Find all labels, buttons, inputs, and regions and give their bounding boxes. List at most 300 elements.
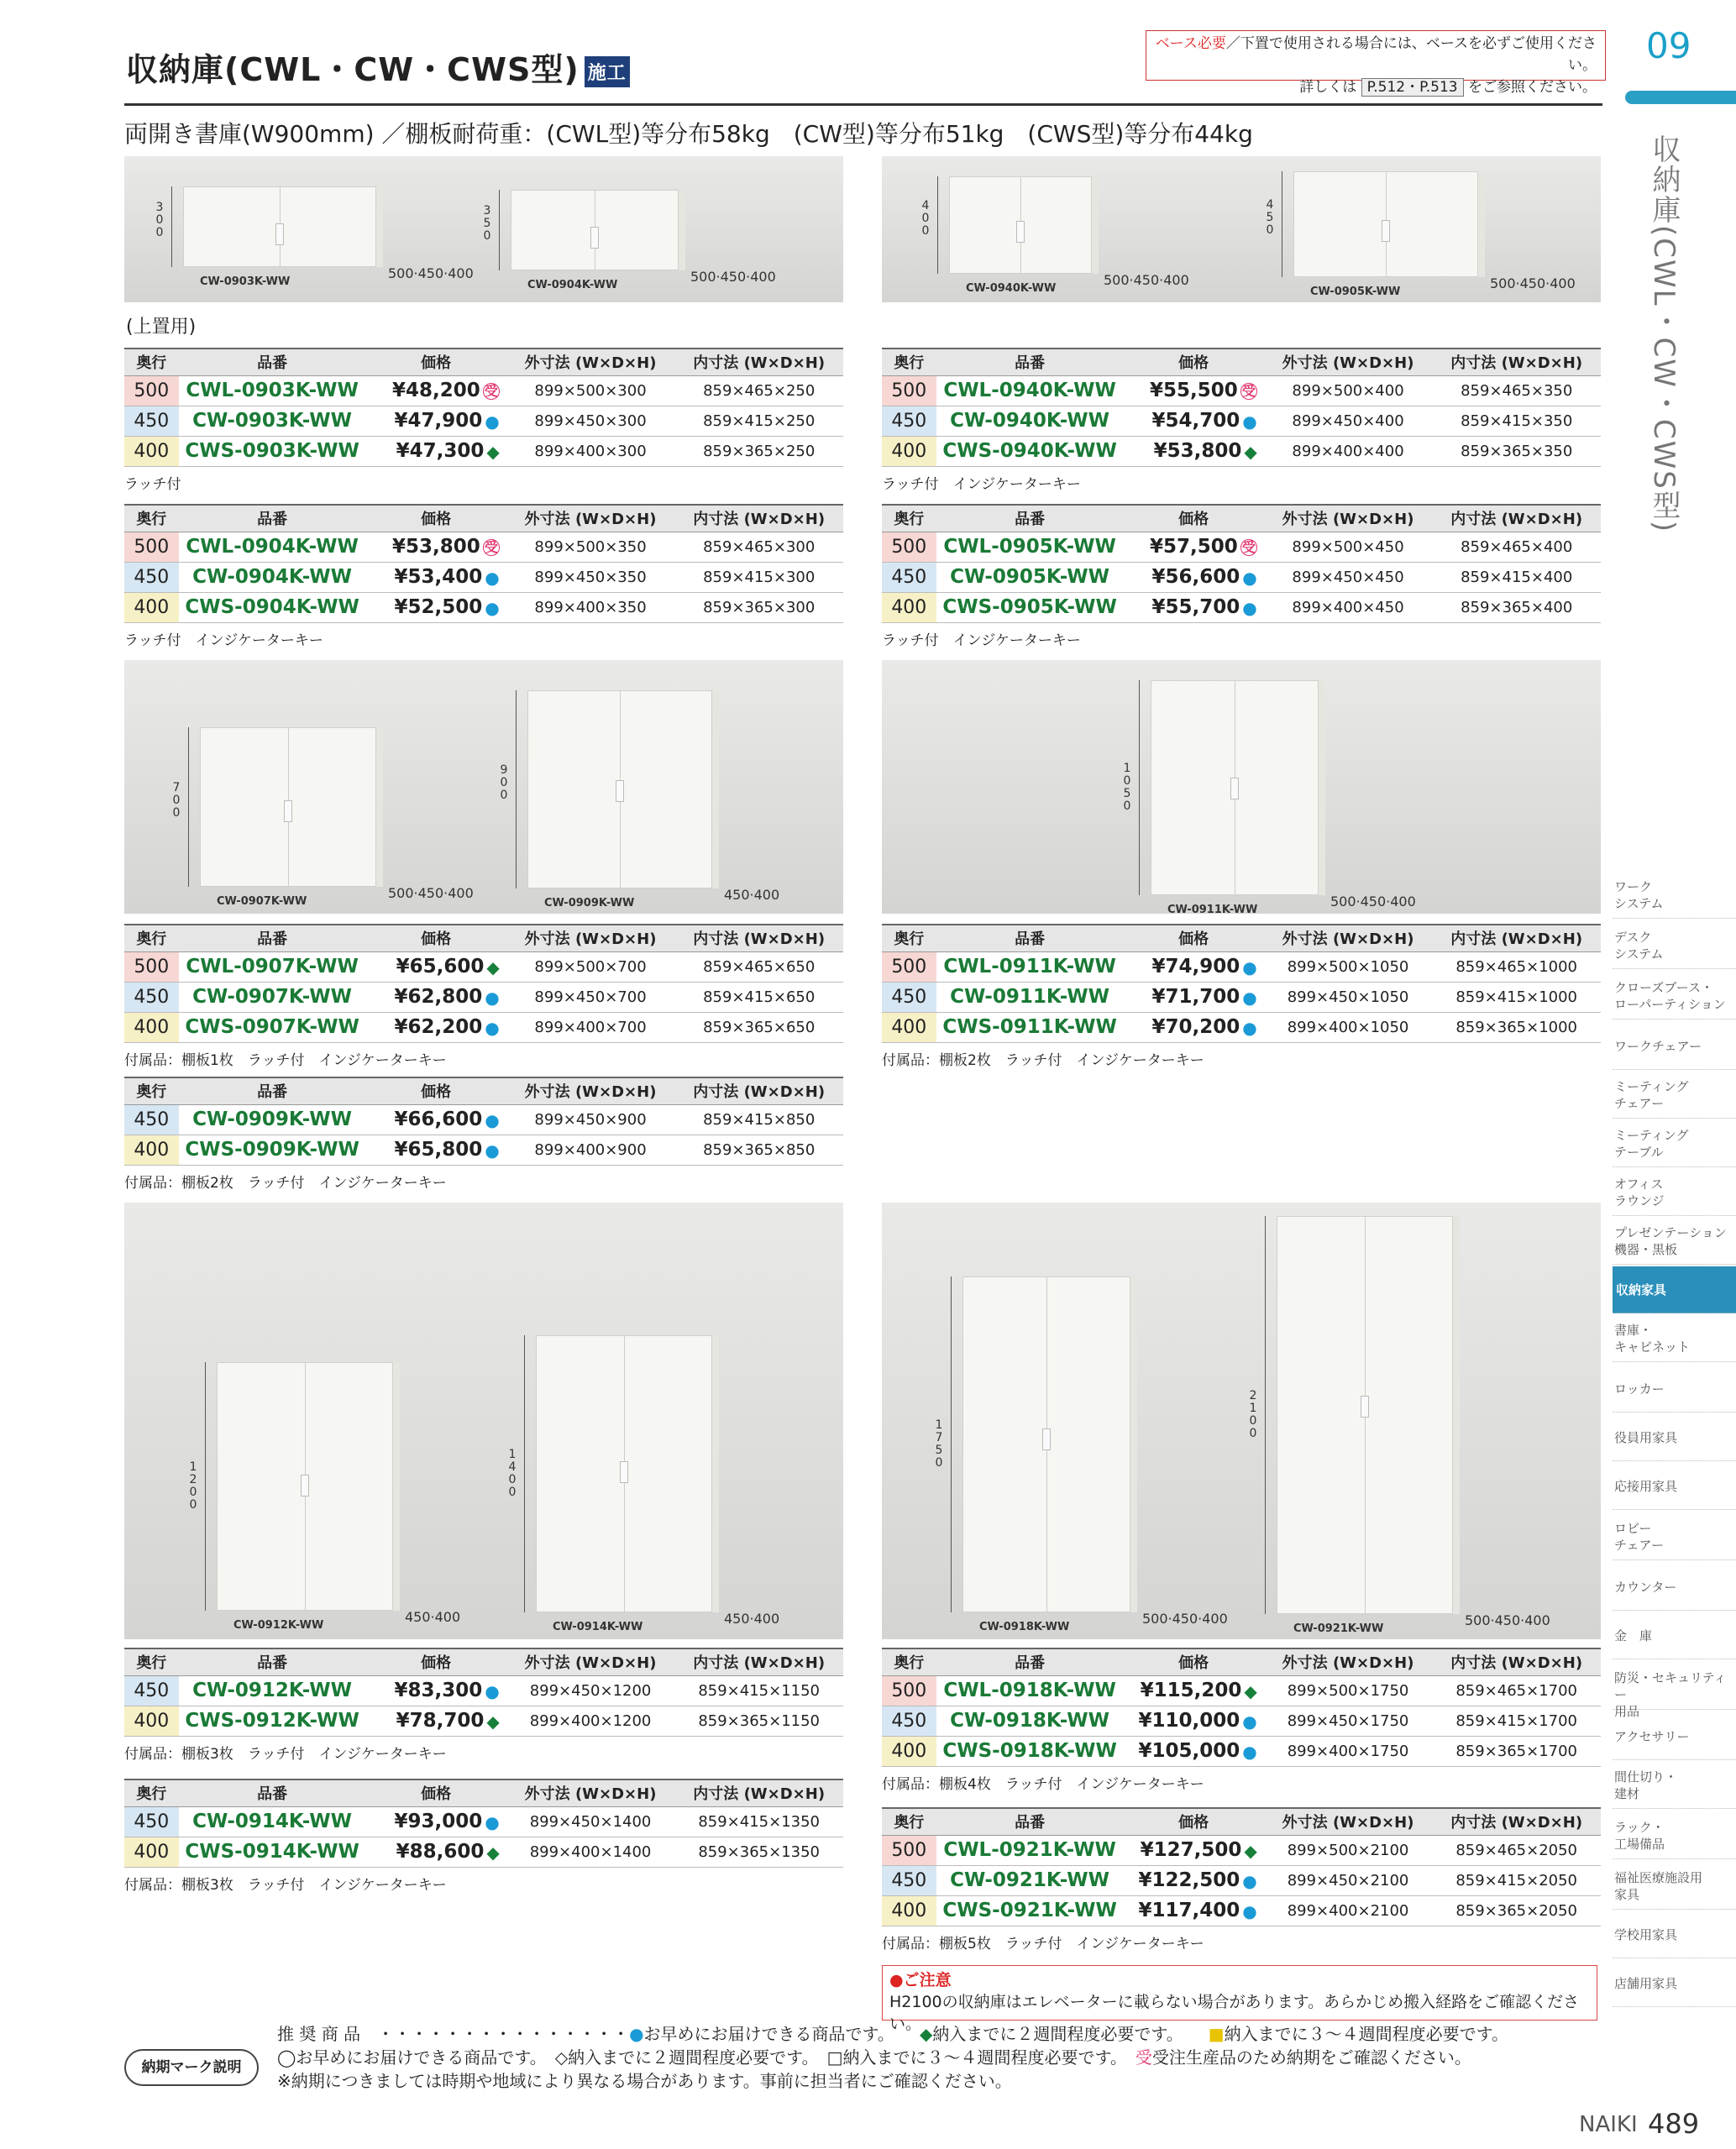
table-row — [882, 592, 1601, 622]
price: ¥56,600 — [1151, 566, 1240, 588]
inner-dimension: 859×365×850 — [674, 1135, 843, 1165]
sidebar-item[interactable]: 役員用家具 — [1613, 1414, 1736, 1461]
column-header: 内寸法 (W×D×H) — [1432, 1808, 1601, 1835]
column-header: 価格 — [1124, 349, 1264, 375]
depth-cell: 500 — [882, 951, 936, 982]
cabinet-image — [183, 186, 376, 267]
product-photo — [124, 156, 843, 302]
product-photo — [882, 156, 1601, 302]
sidebar-item[interactable]: プレゼンテーション 機器・黒板 — [1613, 1218, 1736, 1265]
table-row — [124, 1135, 843, 1165]
column-header: 価格 — [1124, 1648, 1264, 1675]
diamond-mark-icon: ◆ — [1244, 441, 1257, 462]
outer-dimension: 899×400×1750 — [1264, 1736, 1433, 1766]
inner-dimension: 859×365×650 — [674, 1012, 843, 1042]
depth-cell: 400 — [882, 1012, 936, 1042]
column-header: 品番 — [179, 1779, 366, 1806]
product-number: CWL-0907K-WW — [179, 951, 366, 982]
depth-cell: 400 — [882, 1736, 936, 1766]
depth-cell: 450 — [124, 1104, 179, 1135]
depth-cell: 500 — [124, 951, 179, 982]
price-cell — [1124, 406, 1264, 436]
depth-cell: 500 — [882, 375, 936, 406]
height-label: 3 0 0 — [155, 201, 164, 239]
price-table — [124, 1779, 843, 1868]
sidebar-item[interactable]: 間仕切り・ 建材 — [1613, 1762, 1736, 1809]
price-table — [124, 1077, 843, 1166]
table-note: 付属品：棚板3枚 ラッチ付 インジケーターキー — [124, 1877, 447, 1894]
price: ¥74,900 — [1151, 956, 1240, 978]
diamond-mark-icon: ◆ — [1244, 1680, 1257, 1701]
column-header: 価格 — [366, 1779, 506, 1806]
sekou-badge: 施工 — [585, 56, 630, 87]
column-header: 価格 — [366, 1648, 506, 1675]
circle-mark-icon: ● — [1242, 1711, 1257, 1732]
product-number: CW-0904K-WW — [179, 562, 366, 592]
table-row — [882, 406, 1601, 436]
table-row — [124, 436, 843, 466]
height-dimension-line — [171, 186, 172, 267]
inner-dimension: 859×465×1700 — [1432, 1675, 1601, 1706]
column-header: 奥行 — [124, 1077, 179, 1104]
product-number: CW-0907K-WW — [179, 982, 366, 1012]
table-note: 付属品：棚板3枚 ラッチ付 インジケーターキー — [124, 1746, 447, 1763]
product-number: CWS-0904K-WW — [179, 592, 366, 622]
product-number: CWS-0907K-WW — [179, 1012, 366, 1042]
height-label: 9 0 0 — [500, 763, 508, 802]
inner-dimension: 859×415×1000 — [1432, 982, 1601, 1012]
depth-cell: 400 — [882, 592, 936, 622]
sidebar-item[interactable]: クローズブース・ ローパーティション — [1613, 972, 1736, 1019]
column-header: 内寸法 (W×D×H) — [674, 1077, 843, 1104]
subtitle: 両開き書庫(W900mm) ／棚板耐荷重：(CWL型)等分布58kg (CW型)等分布51kg (CWS型)等分布44kg — [124, 120, 1253, 148]
price-cell — [366, 406, 506, 436]
price: ¥88,600 — [396, 1841, 485, 1863]
outer-dimension: 899×500×450 — [1264, 532, 1433, 562]
outer-dimension: 899×450×400 — [1264, 406, 1433, 436]
product-number: CWS-0921K-WW — [936, 1895, 1124, 1926]
cabinet-image — [1151, 680, 1319, 895]
price: ¥71,700 — [1151, 986, 1240, 1008]
table-row — [124, 1706, 843, 1736]
product-number: CW-0905K-WW — [936, 562, 1124, 592]
price: ¥57,500 — [1149, 536, 1238, 558]
product-number: CWL-0918K-WW — [936, 1675, 1124, 1706]
column-header: 品番 — [936, 1808, 1124, 1835]
table-row — [882, 436, 1601, 466]
circle-mark-icon: ● — [1242, 411, 1257, 432]
price: ¥65,600 — [396, 956, 485, 978]
price-cell — [366, 1135, 506, 1165]
inner-dimension: 859×365×1700 — [1432, 1736, 1601, 1766]
price: ¥48,200 — [391, 380, 480, 401]
cabinet-image — [536, 1335, 712, 1612]
inner-dimension: 859×365×300 — [674, 592, 843, 622]
column-header: 内寸法 (W×D×H) — [674, 349, 843, 375]
depth-label: 500·450·400 — [1330, 894, 1416, 909]
price-cell — [1124, 1895, 1264, 1926]
depth-cell: 400 — [124, 1135, 179, 1165]
depth-label: 450·400 — [724, 887, 780, 903]
price-cell — [1124, 1012, 1264, 1042]
circle-mark-icon: ● — [1242, 567, 1257, 588]
depth-cell: 450 — [124, 562, 179, 592]
column-header: 内寸法 (W×D×H) — [674, 925, 843, 951]
sidebar-item[interactable]: アクセサリー — [1613, 1713, 1736, 1760]
price: ¥93,000 — [394, 1811, 483, 1832]
sidebar-item[interactable]: 防災・セキュリティー 用品 — [1613, 1663, 1736, 1710]
table-row — [882, 1675, 1601, 1706]
depth-cell: 450 — [882, 1865, 936, 1895]
inner-dimension: 859×415×250 — [674, 406, 843, 436]
height-dimension-line — [516, 690, 517, 888]
outer-dimension: 899×450×900 — [506, 1104, 675, 1135]
diamond-mark-icon: ◆ — [486, 1842, 500, 1863]
sidebar-item[interactable]: ロッカー — [1613, 1365, 1736, 1413]
product-number: CWL-0921K-WW — [936, 1835, 1124, 1865]
column-header: 外寸法 (W×D×H) — [506, 925, 675, 951]
page-number: 489 — [1648, 2108, 1700, 2140]
circle-mark-icon: ● — [1242, 1870, 1257, 1891]
height-label: 1 7 5 0 — [935, 1418, 943, 1470]
cabinet-image — [1277, 1216, 1453, 1614]
sidebar-item[interactable]: ロビー チェアー — [1613, 1513, 1736, 1560]
inner-dimension: 859×415×400 — [1432, 562, 1601, 592]
price-cell — [366, 1675, 506, 1706]
price: ¥55,700 — [1151, 596, 1240, 618]
vertical-title: 収納庫(CWL・CW・CWS型) — [1647, 134, 1681, 534]
price-cell — [366, 532, 506, 562]
table-row — [124, 1012, 843, 1042]
column-header: 外寸法 (W×D×H) — [1264, 349, 1433, 375]
column-header: 奥行 — [124, 1779, 179, 1806]
handle-icon — [1042, 1428, 1051, 1450]
outer-dimension: 899×400×1050 — [1264, 1012, 1433, 1042]
outer-dimension: 899×450×1750 — [1264, 1706, 1433, 1736]
inner-dimension: 859×415×350 — [1432, 406, 1601, 436]
inner-dimension: 859×415×850 — [674, 1104, 843, 1135]
table-row — [124, 562, 843, 592]
depth-cell: 450 — [882, 406, 936, 436]
inner-dimension: 859×365×350 — [1432, 436, 1601, 466]
product-number: CW-0909K-WW — [179, 1104, 366, 1135]
product-number: CWS-0912K-WW — [179, 1706, 366, 1736]
depth-cell: 400 — [124, 1012, 179, 1042]
product-number: CW-0940K-WW — [936, 406, 1124, 436]
column-header: 品番 — [179, 1648, 366, 1675]
model-caption: CW-0918K-WW — [979, 1621, 1070, 1633]
height-dimension-line — [1139, 680, 1140, 895]
delivery-mark-legend-button[interactable]: 納期マーク説明 — [124, 2049, 259, 2086]
circle-mark-icon: ● — [485, 567, 500, 588]
outer-dimension: 899×500×2100 — [1264, 1835, 1433, 1865]
inner-dimension: 859×415×1700 — [1432, 1706, 1601, 1736]
outer-dimension: 899×400×450 — [1264, 592, 1433, 622]
table-row — [882, 1865, 1601, 1895]
cabinet-image — [1293, 171, 1478, 277]
diamond-mark-icon: ◆ — [486, 1711, 500, 1732]
price-cell — [366, 436, 506, 466]
outer-dimension: 899×500×700 — [506, 951, 675, 982]
product-photo — [882, 1203, 1601, 1639]
price-table — [882, 1807, 1601, 1926]
height-dimension-line — [937, 176, 938, 274]
depth-label: 500·450·400 — [1104, 272, 1189, 288]
outer-dimension: 899×450×1050 — [1264, 982, 1433, 1012]
depth-label: 500·450·400 — [1490, 275, 1576, 291]
table-note: ラッチ付 インジケーターキー — [882, 632, 1081, 649]
column-header: 外寸法 (W×D×H) — [506, 1779, 675, 1806]
depth-cell: 400 — [882, 436, 936, 466]
depth-cell: 500 — [882, 532, 936, 562]
table-row — [882, 532, 1601, 562]
height-dimension-line — [188, 727, 189, 887]
table-row — [882, 1895, 1601, 1926]
height-dimension-line — [524, 1335, 525, 1612]
outer-dimension: 899×400×300 — [506, 436, 675, 466]
table-note: ラッチ付 — [124, 476, 181, 493]
sidebar-item[interactable]: ワーク システム — [1613, 872, 1736, 919]
depth-cell: 450 — [124, 1806, 179, 1837]
table-row — [124, 375, 843, 406]
sidebar-item[interactable]: 福祉医療施設用 家具 — [1613, 1863, 1736, 1910]
depth-label: 500·450·400 — [388, 265, 474, 281]
model-caption: CW-0909K-WW — [544, 897, 635, 909]
price: ¥117,400 — [1138, 1900, 1240, 1921]
outer-dimension: 899×400×400 — [1264, 436, 1433, 466]
header-rule — [124, 103, 1602, 106]
sidebar-item[interactable]: ワークチェアー — [1613, 1023, 1736, 1070]
table-note: ラッチ付 インジケーターキー — [124, 632, 323, 649]
column-header: 外寸法 (W×D×H) — [1264, 505, 1433, 532]
table-row — [124, 1104, 843, 1135]
product-photo — [124, 1203, 843, 1639]
column-header: 価格 — [366, 349, 506, 375]
column-header: 外寸法 (W×D×H) — [1264, 1648, 1433, 1675]
column-header: 価格 — [1124, 505, 1264, 532]
inner-dimension: 859×415×2050 — [1432, 1865, 1601, 1895]
sidebar-item[interactable]: カウンター — [1613, 1564, 1736, 1611]
price: ¥70,200 — [1151, 1016, 1240, 1038]
inner-dimension: 859×465×2050 — [1432, 1835, 1601, 1865]
circle-mark-icon: ● — [1242, 1900, 1257, 1921]
column-header: 奥行 — [882, 1808, 936, 1835]
outer-dimension: 899×400×2100 — [1264, 1895, 1433, 1926]
handle-icon — [616, 780, 624, 802]
column-header: 内寸法 (W×D×H) — [674, 505, 843, 532]
sidebar-item[interactable]: ラック・ 工場備品 — [1613, 1812, 1736, 1859]
depth-cell: 450 — [882, 982, 936, 1012]
price: ¥83,300 — [394, 1680, 483, 1701]
sidebar-item[interactable]: 金 庫 — [1613, 1612, 1736, 1659]
table-note: ラッチ付 インジケーターキー — [882, 476, 1081, 493]
price-table — [882, 1648, 1601, 1767]
product-number: CWS-0914K-WW — [179, 1837, 366, 1867]
diamond-mark-icon: ◆ — [1244, 1840, 1257, 1861]
table-row — [882, 1706, 1601, 1736]
product-number: CW-0903K-WW — [179, 406, 366, 436]
product-number: CWS-0909K-WW — [179, 1135, 366, 1165]
depth-label: 500·450·400 — [1465, 1612, 1550, 1628]
price-cell — [366, 951, 506, 982]
depth-label: 500·450·400 — [690, 269, 776, 285]
price-cell — [366, 1806, 506, 1837]
price-cell — [1124, 375, 1264, 406]
inner-dimension: 859×415×1150 — [674, 1675, 843, 1706]
price-cell — [366, 1104, 506, 1135]
price-table — [124, 1648, 843, 1737]
price-table — [124, 504, 843, 623]
price-cell — [1124, 1706, 1264, 1736]
height-label: 3 5 0 — [483, 204, 491, 243]
table-row — [882, 562, 1601, 592]
inner-dimension: 859×465×650 — [674, 951, 843, 982]
table-note: 付属品：棚板2枚 ラッチ付 インジケーターキー — [882, 1052, 1204, 1069]
price-table — [882, 348, 1601, 467]
price: ¥110,000 — [1138, 1710, 1240, 1732]
inner-dimension: 859×365×400 — [1432, 592, 1601, 622]
sidebar-item[interactable]: 店舗用家具 — [1613, 1960, 1736, 2007]
model-caption: CW-0907K-WW — [217, 895, 307, 908]
ju-mark-icon: 受 — [1241, 382, 1256, 399]
depth-cell: 450 — [882, 1706, 936, 1736]
table-row — [882, 1012, 1601, 1042]
column-header: 品番 — [179, 349, 366, 375]
table-note: 付属品：棚板5枚 ラッチ付 インジケーターキー — [882, 1936, 1204, 1952]
depth-cell: 400 — [124, 1706, 179, 1736]
price: ¥62,200 — [394, 1016, 483, 1038]
column-header: 内寸法 (W×D×H) — [1432, 349, 1601, 375]
page-title: 収納庫(CWL・CW・CWS型) 施工 — [126, 44, 630, 90]
price: ¥122,500 — [1138, 1869, 1240, 1891]
price: ¥53,800 — [391, 536, 480, 558]
outer-dimension: 899×500×300 — [506, 375, 675, 406]
price: ¥115,200 — [1140, 1680, 1242, 1701]
column-header: 品番 — [179, 505, 366, 532]
circle-mark-icon: ● — [485, 411, 500, 432]
product-number: CWS-0918K-WW — [936, 1736, 1124, 1766]
price: ¥52,500 — [394, 596, 483, 618]
outer-dimension: 899×400×1200 — [506, 1706, 675, 1736]
price-cell — [1124, 1865, 1264, 1895]
price: ¥66,600 — [394, 1109, 483, 1130]
inner-dimension: 859×465×400 — [1432, 532, 1601, 562]
column-header: 奥行 — [882, 505, 936, 532]
page-ref[interactable]: P.512・P.513 — [1361, 78, 1464, 97]
product-number: CWL-0905K-WW — [936, 532, 1124, 562]
column-header: 奥行 — [124, 1648, 179, 1675]
sidebar-item[interactable]: デスク システム — [1613, 922, 1736, 969]
price-cell — [366, 982, 506, 1012]
model-caption: CW-0921K-WW — [1293, 1622, 1384, 1635]
model-caption: CW-0914K-WW — [553, 1621, 643, 1633]
inner-dimension: 859×465×1000 — [1432, 951, 1601, 982]
cabinet-image — [962, 1276, 1130, 1612]
table-row — [124, 532, 843, 562]
table-row — [124, 1675, 843, 1706]
price-cell — [366, 1012, 506, 1042]
inner-dimension: 859×415×1350 — [674, 1806, 843, 1837]
column-header: 奥行 — [882, 349, 936, 375]
depth-cell: 400 — [882, 1895, 936, 1926]
table-note: 付属品：棚板1枚 ラッチ付 インジケーターキー — [124, 1052, 447, 1069]
depth-cell: 400 — [124, 436, 179, 466]
handle-icon — [1382, 220, 1390, 242]
column-header: 品番 — [936, 1648, 1124, 1675]
price: ¥127,500 — [1140, 1839, 1242, 1861]
product-number: CW-0918K-WW — [936, 1706, 1124, 1736]
sidebar-item[interactable]: 収納家具 — [1613, 1266, 1736, 1313]
price-cell — [366, 592, 506, 622]
base-note: ベース必要／下置で使用される場合には、ベースを必ずご使用ください。 詳しくは P.512・P.513 をご参照ください。 — [1146, 30, 1606, 81]
table-note: 付属品：棚板4枚 ラッチ付 インジケーターキー — [882, 1776, 1204, 1793]
price-cell — [366, 1837, 506, 1867]
height-label: 1 0 5 0 — [1123, 762, 1131, 813]
cabinet-image — [217, 1362, 393, 1611]
column-header: 価格 — [1124, 1808, 1264, 1835]
height-dimension-line — [1265, 1216, 1266, 1614]
outer-dimension: 899×400×900 — [506, 1135, 675, 1165]
depth-label: 450·400 — [724, 1611, 780, 1627]
ju-mark-icon: 受 — [484, 382, 498, 399]
cabinet-image — [527, 690, 712, 888]
outer-dimension: 899×500×1750 — [1264, 1675, 1433, 1706]
column-header: 奥行 — [882, 1648, 936, 1675]
sidebar-item[interactable]: ミーティング チェアー — [1613, 1072, 1736, 1119]
price-cell — [1124, 982, 1264, 1012]
height-dimension-line — [499, 190, 500, 270]
column-header: 外寸法 (W×D×H) — [506, 505, 675, 532]
table-row — [882, 1835, 1601, 1865]
product-number: CWS-0903K-WW — [179, 436, 366, 466]
outer-dimension: 899×450×1200 — [506, 1675, 675, 1706]
table-row — [882, 1736, 1601, 1766]
section-label: (上置用) — [126, 317, 197, 338]
cabinet-image — [949, 176, 1092, 274]
sidebar-item[interactable]: ミーティング テーブル — [1613, 1120, 1736, 1167]
column-header: 品番 — [179, 925, 366, 951]
column-header: 奥行 — [124, 505, 179, 532]
price-cell — [1124, 1736, 1264, 1766]
product-number: CW-0914K-WW — [179, 1806, 366, 1837]
handle-icon — [590, 227, 599, 249]
price: ¥55,500 — [1149, 380, 1238, 401]
depth-cell: 400 — [124, 592, 179, 622]
column-header: 価格 — [366, 925, 506, 951]
table-note: 付属品：棚板2枚 ラッチ付 インジケーターキー — [124, 1175, 447, 1192]
circle-mark-icon: ● — [1242, 957, 1257, 978]
outer-dimension: 899×450×700 — [506, 982, 675, 1012]
model-caption: CW-0912K-WW — [233, 1619, 324, 1632]
column-header: 内寸法 (W×D×H) — [674, 1779, 843, 1806]
depth-label: 500·450·400 — [1142, 1611, 1228, 1627]
sidebar-item[interactable]: オフィス ラウンジ — [1613, 1169, 1736, 1216]
outer-dimension: 899×500×350 — [506, 532, 675, 562]
sidebar-item[interactable]: 応接用家具 — [1613, 1463, 1736, 1510]
product-number: CW-0912K-WW — [179, 1675, 366, 1706]
sidebar-item[interactable]: 学校用家具 — [1613, 1911, 1736, 1958]
sidebar-item[interactable]: 書庫・ キャビネット — [1613, 1315, 1736, 1362]
circle-mark-icon: ● — [1242, 597, 1257, 618]
inner-dimension: 859×465×300 — [674, 532, 843, 562]
height-dimension-line — [951, 1276, 952, 1612]
product-number: CWL-0903K-WW — [179, 375, 366, 406]
price: ¥78,700 — [396, 1710, 485, 1732]
table-row — [124, 1806, 843, 1837]
model-caption: CW-0940K-WW — [966, 282, 1057, 295]
outer-dimension: 899×500×400 — [1264, 375, 1433, 406]
ju-mark-icon: 受 — [484, 538, 498, 555]
